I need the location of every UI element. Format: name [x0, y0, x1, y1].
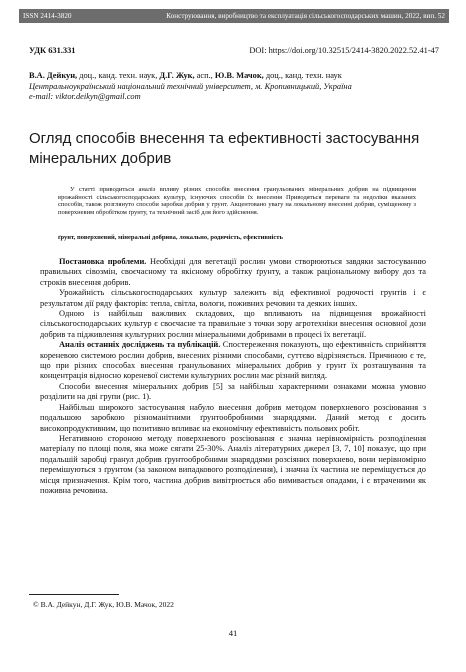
paragraph	[40, 340, 426, 382]
author-3-name: Ю.В. Мачок,	[214, 71, 264, 80]
author-1-name: В.А. Дейкун,	[29, 71, 78, 80]
paragraph-text: Спостереження показують, що ефективність сприйняття кореневою системою рослин добрив, внесених різними способами, суттєво відрізняється. Причиною є те, що при різних способах внесення гранульованих мінеральних добрив у грунт їх розташування та концентрація відносно кореневої системи культурних рослин має різний вигляд.	[40, 340, 426, 381]
journal-title: Конструювання, виробництво та експлуатація сільськогосподарських машин, 2022, вип. 52	[166, 12, 445, 20]
author-email[interactable]: e-mail: viktor.deikyn@gmail.com	[29, 92, 141, 102]
affiliation: Центральноукраїнський національний технічний університет, м. Кропивницький, Україна	[29, 81, 352, 91]
author-line	[29, 71, 444, 82]
page-number: 41	[228, 628, 238, 638]
abstract	[58, 186, 416, 217]
footnote-divider	[29, 594, 119, 595]
paragraph	[40, 257, 426, 288]
article-title: Огляд способів внесення та ефективності застосування мінеральних добрив	[29, 130, 420, 167]
paragraph: Способи внесення мінеральних добрив [5] за найбільш характерними ознаками можна умовно розділити на дві групи (рис. 1).	[40, 381, 426, 402]
paragraph: Найбільш широкого застосування набуло внесення добрив методом поверхневого розсіювання з подальшою заробкою різноманітними ґрунтообробними знаряддями. Даний метод є досить високопродуктивним, що позитивно впливає на економічну ефективність польових робіт.	[40, 402, 426, 433]
author-2-title: асп.,	[194, 71, 215, 80]
paragraph: Одною із найбільш важливих складових, що впливають на підвищення врожайності сільськогосподарських культур є своєчасне та правильне з точки зору агротехніки внесення основної дози добрив та підживлення культурних рослин мінеральними добривами в процесі їх вегетації.	[40, 309, 426, 339]
author-2-name: Д.Г. Жук,	[159, 71, 195, 80]
abstract-text: У статті приводиться аналіз впливу різних способів внесення гранульованих мінеральних добрив на підвищення врожайності сільськогосподарських культур, існуючих способів їх внесення Приводяться переваги та недоліки вказаних способів, також розглянуто способи заробки добрив у грунт. Акцентовано увагу на локальному внесенні добрив, суміщеному з поверхневим обробітком ґрунту, та технічний засіб для його здійснення.	[58, 186, 416, 217]
paragraph: Урожайність сільськогосподарських культур залежить від ефективної родючості грунтів і є результатом дії ряду факторів: тепла, світла, вологи, поживних речовин та деяких інших.	[40, 288, 426, 308]
running-header	[19, 9, 449, 23]
author-1-title: доц., канд. техн. наук,	[77, 71, 160, 80]
author-3-title: доц., канд. техн. наук	[263, 71, 342, 80]
udk-code: УДК 631.331	[29, 46, 76, 55]
issn: ISSN 2414-3820	[23, 12, 72, 20]
paragraph: Негативною стороною методу поверхневого розсіювання є значна нерівномірність розподілення матеріалу по площі поля, яка може сягати 25-30%. Аналіз літературних джерел [3, 7, 10] показує, що при подальшій заробці гранул добрив ґрунтообробними знаряддями розсіяних поверхнево, вони нерівномірно перемішуються з ґрунтом (за законом випадкового розподілення), і значна їх частина не переміщується до місця призначення. Крім того, частина добрив вивітрюється або вимивається опадами, і є втраченими як поживна речовина.	[40, 433, 426, 495]
author-block	[29, 71, 444, 103]
section-heading: Аналіз останніх досліджень та публікацій.	[59, 340, 221, 350]
paragraph-text: Необхідні для вегетації рослин умови створюються завдяки застосуванню правильних сівозмін, своєчасному та якісному обробітку ґрунту, а також раціональному вибору доз та строків внесення добрив.	[40, 257, 426, 287]
section-heading: Постановка проблеми.	[59, 257, 147, 266]
copyright-footnote: © В.А. Дейкун, Д.Г. Жук, Ю.В. Мачок, 2022	[33, 600, 174, 609]
keywords: ґрунт, поверхневий, мінеральні добрива, локально, родючість, ефективність	[58, 234, 283, 241]
doi-link[interactable]: DOI: https://doi.org/10.32515/2414-3820.2022.52.41-47	[249, 46, 439, 55]
article-body	[40, 257, 426, 496]
